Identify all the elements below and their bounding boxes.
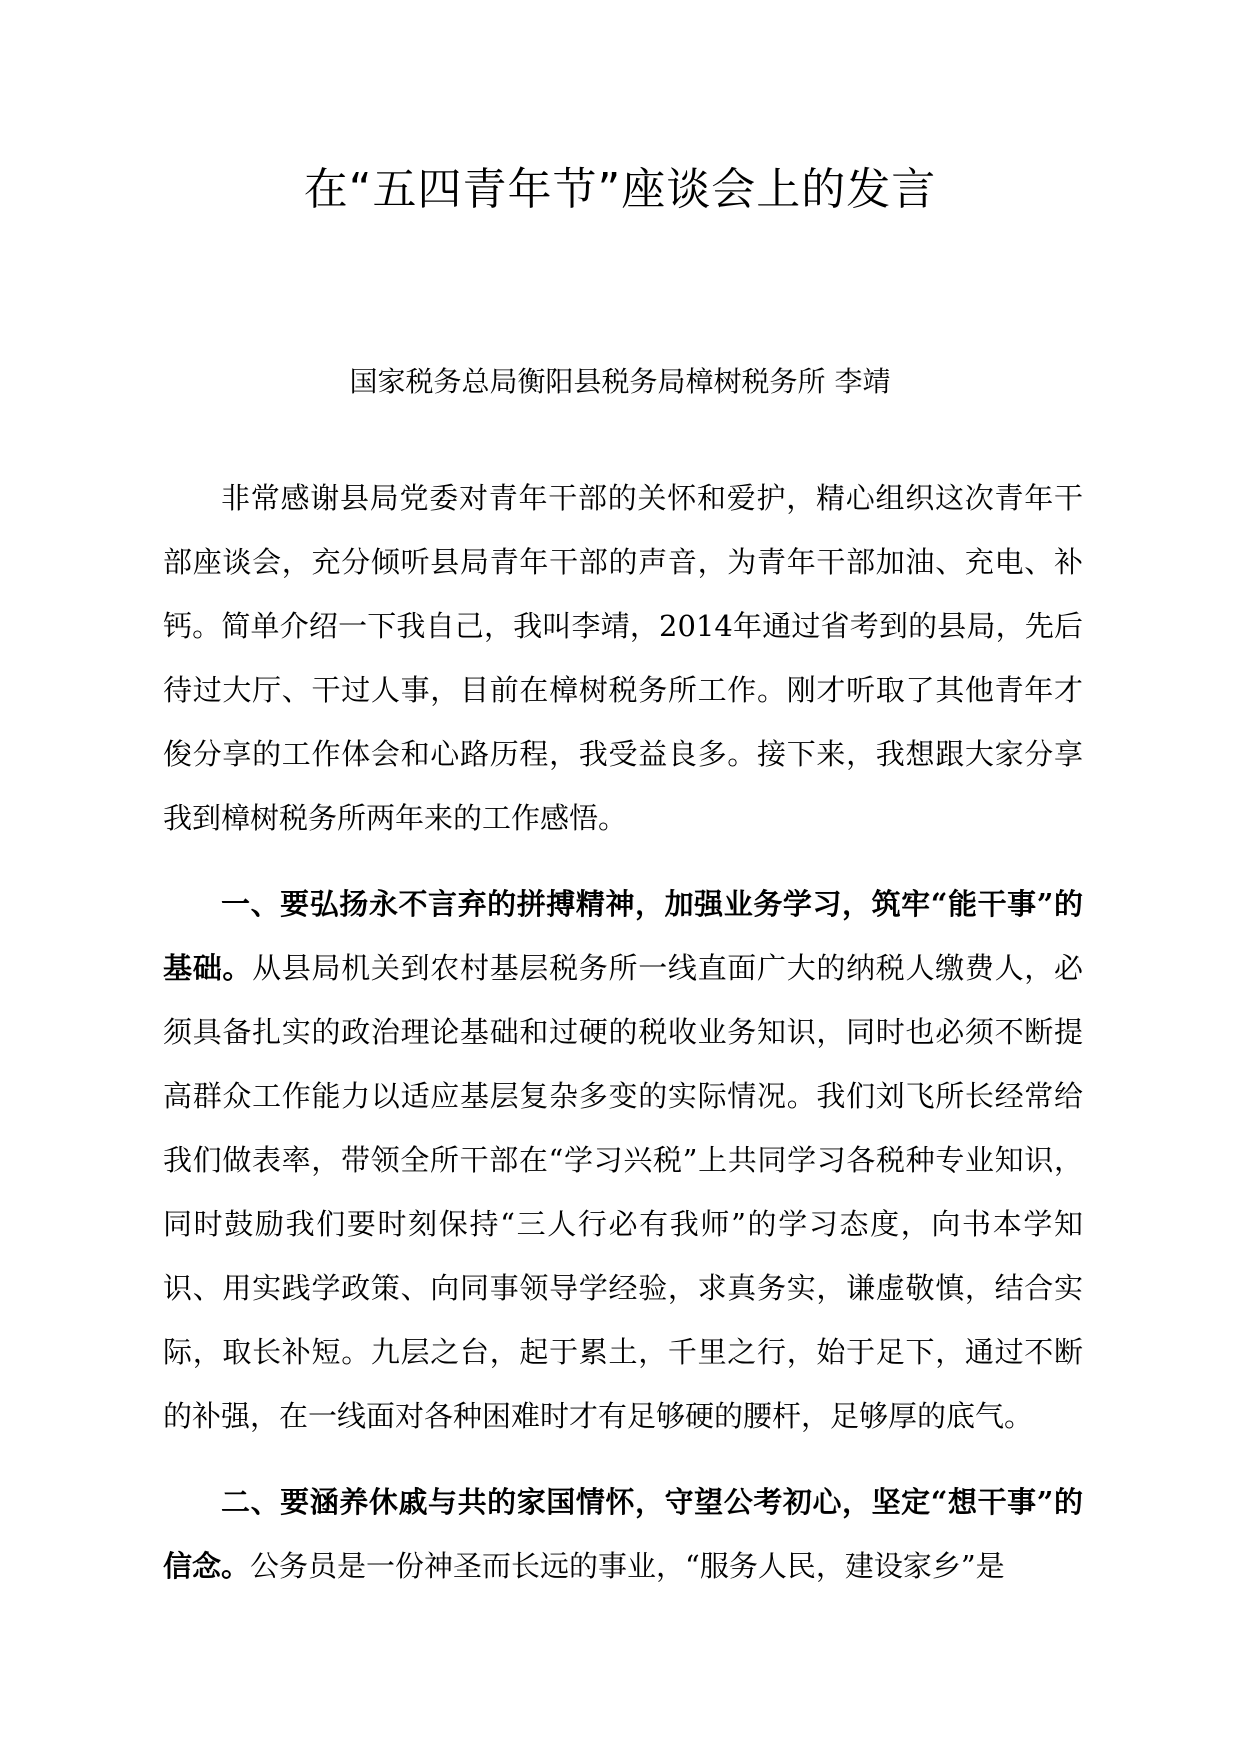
document-body bbox=[163, 466, 1083, 1598]
paragraph-text: 非常感谢县局党委对青年干部的关怀和爱护，精心组织这次青年干部座谈会，充分倾听县局青年干部的声音，为青年干部加油、充电、补钙。简单介绍一下我自己，我叫李靖，2014年通过省考到的县局，先后待过大厅、干过人事，目前在樟树税务所工作。刚才听取了其他青年才俊分享的工作体会和心路历程，我受益良多。接下来，我想跟大家分享我到樟树税务所两年来的工作感悟。 bbox=[163, 481, 1083, 835]
section-heading: 一、要弘扬永不言弃的拼搏精神，加强业务学习，筑牢“能干事”的基础。 bbox=[163, 887, 1083, 985]
document-title: 在“五四青年节”座谈会上的发言 bbox=[303, 164, 937, 215]
paragraph-section-two bbox=[163, 1470, 1083, 1598]
author-line: 国家税务总局衡阳县税务局樟树税务所 李靖 bbox=[349, 365, 891, 398]
paragraph-text: 从县局机关到农村基层税务所一线直面广大的纳税人缴费人，必须具备扎实的政治理论基础和过硬的税收业务知识，同时也必须不断提高群众工作能力以适应基层复杂多变的实际情况。我们刘飞所长经常给我们做表率，带领全所干部在“学习兴税”上共同学习各税种专业知识，同时鼓励我们要时刻保持“三人行必有我师”的学习态度，向书本学知识、用实践学政策、向同事领导学经验，求真务实，谦虚敬慎，结合实际，取长补短。九层之台，起于累土，千里之行，始于足下，通过不断的补强，在一线面对各种困难时才有足够硬的腰杆，足够厚的底气。 bbox=[163, 951, 1083, 1433]
paragraph-section-one bbox=[163, 872, 1083, 1448]
paragraph-intro bbox=[163, 466, 1083, 850]
paragraph-text: 公务员是一份神圣而长远的事业，“服务人民，建设家乡”是 bbox=[250, 1549, 1005, 1583]
section-heading: 二、要涵养休戚与共的家国情怀，守望公考初心，坚定“想干事”的信念。 bbox=[163, 1485, 1083, 1583]
